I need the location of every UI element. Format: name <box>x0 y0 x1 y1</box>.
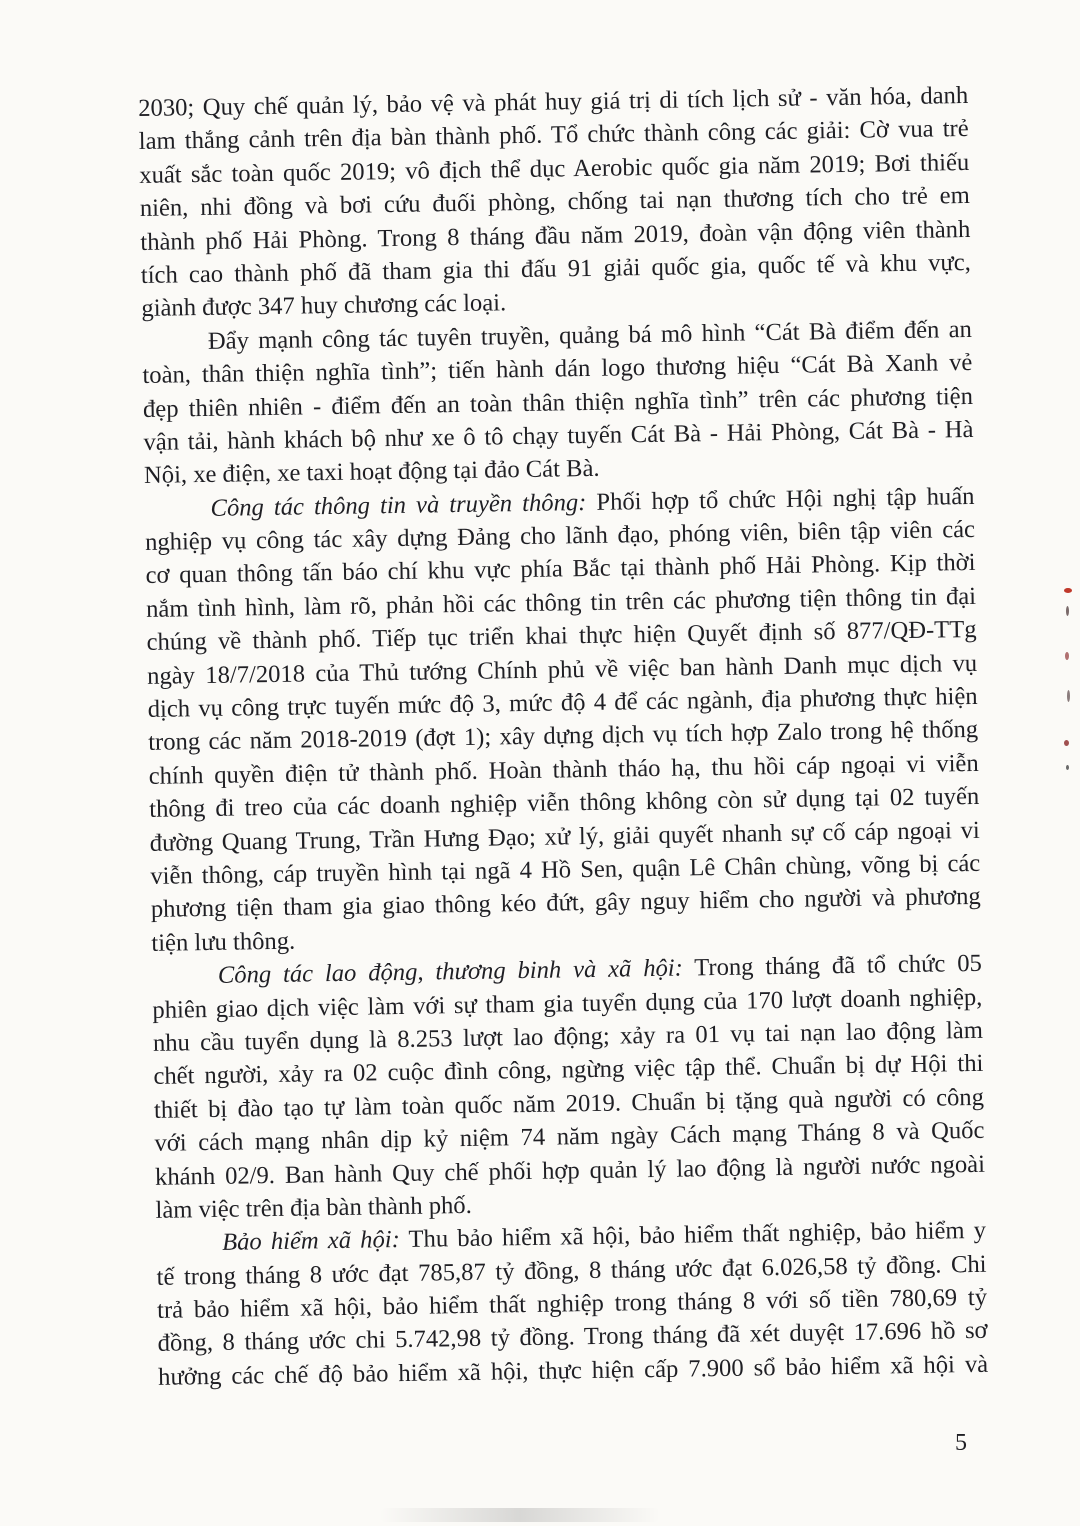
text-line: tích cao thành phố đã tham gia thi đấu 91 giải quốc gia, quốc tế và khu vực, <box>140 248 971 289</box>
text-line: ngày 18/7/2018 của Thủ tướng Chính phủ về việc ban hành Danh mục dịch vụ <box>146 649 978 690</box>
text-line: nắm tình hình, làm rõ, phản hồi các thông tin trên các phương tiện thông tin đại <box>145 582 977 623</box>
paragraph-information-communication <box>144 480 981 960</box>
text-line: đẹp thiên nhiên - điểm đến an toàn thân thiện nghĩa tình” trên các phương tiện <box>142 382 974 423</box>
text-line: cơ quan thông tấn báo chí khu vực phía Bắc tại thành phố Hải Phòng. Kịp thời <box>145 549 976 590</box>
text-line: viễn thông, cáp truyền hình tại ngã 4 Hồ Sen, quận Lê Chân chùng, võng bị các <box>150 849 981 890</box>
section-heading: Bảo hiểm xã hội: <box>221 1226 401 1257</box>
text-line: chính quyền điện tử thành phố. Hoàn thành tháo hạ, thu hồi cáp ngoại vi viễn <box>148 749 979 790</box>
text-line: với cách mạng nhân dịp kỷ niệm 74 năm ngày Cách mạng Tháng 8 và Quốc <box>154 1116 985 1157</box>
text-line: toàn, thân thiện nghĩa tình”; tiến hành dán logo thương hiệu “Cát Bà Xanh vẻ <box>142 349 973 390</box>
section-heading: Công tác lao động, thương binh và xã hội: <box>217 954 684 990</box>
text-line: chúng về thành phố. Tiếp tục triển khai thực hiện Quyết định số 877/QĐ-TTg <box>146 616 977 657</box>
text-line: thành phố Hải Phòng. Trong 8 tháng đầu năm 2019, đoàn vận động viên thành <box>140 215 971 256</box>
text-line: phương tiện tham gia giao thông kéo đứt, gây nguy hiểm cho người và phương <box>150 883 981 924</box>
text-line: tế trong tháng 8 ước đạt 785,87 tỷ đồng, 8 tháng ước đạt 6.026,58 tỷ đồng. Chi <box>156 1250 987 1291</box>
text-line: dịch vụ công trực tuyến mức độ 3, mức độ 4 để các ngành, địa phương thực hiện <box>147 682 978 723</box>
text-line: hưởng các chế độ bảo hiểm xã hội, thực hiện cấp 7.900 sổ bảo hiểm xã hội và <box>157 1350 989 1391</box>
text-line: chết người, xảy ra 02 cuộc đình công, ngừng việc tập thể. Chuẩn bị dự Hội thi <box>153 1050 984 1091</box>
text-run: Trong tháng đã tổ chức 05 <box>682 950 983 982</box>
text-line: lam thắng cảnh trên địa bàn thành phố. Tổ chức thành công các giải: Cờ vua trẻ <box>138 115 969 156</box>
paragraph-sports <box>138 79 972 326</box>
text-line: niên, nhi đồng và bơi cứu đuối phòng, chống tai nạn thương tích cho trẻ em <box>139 182 970 223</box>
text-line: phiên giao dịch việc làm với sự tham gia tuyển dụng của 170 lượt doanh nghiệp, <box>152 983 983 1024</box>
text-run: Thu bảo hiểm xã hội, bảo hiểm thất nghiệp, bảo hiểm y <box>399 1217 987 1254</box>
text-line: đường Quang Trung, Trần Hưng Đạo; xử lý, giải quyết nhanh sự cố cáp ngoại vi <box>149 816 980 857</box>
text-line: 2030; Quy chế quản lý, bảo vệ và phát huy giá trị di tích lịch sử - văn hóa, danh <box>138 81 969 122</box>
text-line: thiết bị đào tạo tự làm toàn quốc năm 2019. Chuẩn bị tặng quà người có công <box>153 1083 985 1124</box>
page-number: 5 <box>955 1430 967 1456</box>
body-text <box>138 79 988 1394</box>
scan-artifact <box>380 1508 660 1522</box>
stamp-mark-edge <box>1060 580 1078 780</box>
text-line: thông đi treo của các doanh nghiệp viễn thông không còn sử dụng tại 02 tuyến <box>149 783 980 824</box>
text-line: trong các năm 2018-2019 (đợt 1); xây dựng dịch vụ tích hợp Zalo trong hệ thống <box>148 716 979 757</box>
text-line: khánh 02/9. Ban hành Quy chế phối hợp quản lý lao động là người nước ngoài <box>154 1150 986 1191</box>
text-line: xuất sắc toàn quốc 2019; vô địch thể dục Aerobic quốc gia năm 2019; Bơi thiếu <box>139 148 970 189</box>
text-line: vận tải, hành khách bộ như xe ô tô chạy tuyến Cát Bà - Hải Phòng, Cát Bà - Hà <box>143 415 974 456</box>
text-line: giành được 347 huy chương các loại. <box>141 289 507 323</box>
text-line: trả bảo hiểm xã hội, bảo hiểm thất nghiệp trong tháng 8 với số tiền 780,69 tỷ <box>156 1283 988 1324</box>
text-run: Phối hợp tổ chức Hội nghị tập huấn <box>586 482 975 516</box>
paragraph-labour-social <box>152 947 986 1227</box>
text-line: Đẩy mạnh công tác tuyên truyền, quảng bá mô hình “Cát Bà điểm đến an <box>207 315 973 355</box>
paragraph-cat-ba <box>142 313 975 493</box>
text-line: Nội, xe điện, xe taxi hoạt động tại đảo Cát Bà. <box>143 455 600 490</box>
text-line: tiện lưu thông. <box>151 927 296 957</box>
text-line: nhu cầu tuyển dụng là 8.253 lượt lao động; xảy ra 01 vụ tai nạn lao động làm <box>152 1016 984 1057</box>
text-line: nghiệp vụ công tác xây dựng Đảng cho lãnh đạo, phóng viên, biên tập viên các <box>144 515 976 557</box>
text-line: làm việc trên địa bàn thành phố. <box>155 1191 472 1224</box>
section-heading: Công tác thông tin và truyền thông: <box>210 488 587 522</box>
paragraph-social-insurance <box>156 1214 989 1394</box>
text-line: đồng, 8 tháng ước chi 5.742,98 tỷ đồng. Trong tháng đã xét duyệt 17.696 hồ sơ <box>157 1317 988 1358</box>
